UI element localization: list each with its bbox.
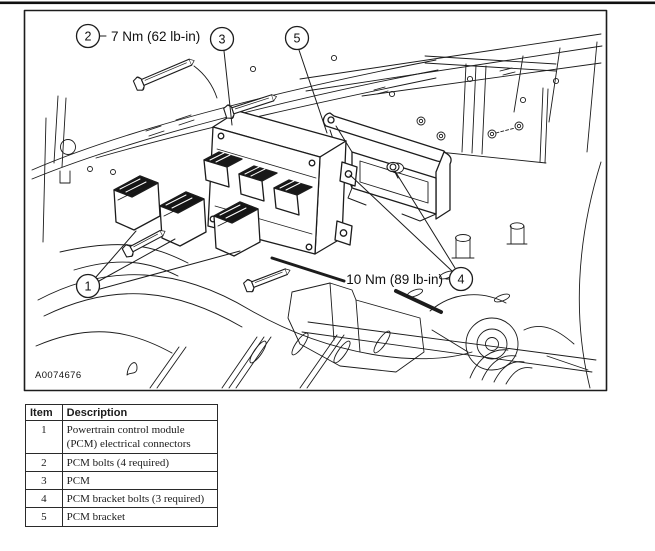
item-number: 2	[26, 453, 63, 471]
callout-2	[77, 25, 100, 48]
table-row	[26, 490, 218, 508]
table-header-row	[26, 405, 218, 421]
column-header-item: Item	[26, 405, 63, 421]
figure-id-label: A0074676	[35, 370, 82, 381]
torque-label-bracket-bolts: 10 Nm (89 lb-in)	[346, 272, 443, 287]
torque-label-pcm-bolts: 7 Nm (62 lb-in)	[111, 29, 201, 44]
item-description: PCM bracket	[62, 508, 217, 526]
callout-1	[77, 275, 100, 298]
table-row	[26, 508, 218, 526]
item-description: PCM bolts (4 required)	[62, 453, 217, 471]
callout-5	[286, 27, 309, 50]
callout-2-number: 2	[84, 29, 92, 44]
item-number: 5	[26, 508, 63, 526]
callout-4	[450, 268, 473, 291]
table-row	[26, 421, 218, 454]
item-description: PCM	[62, 471, 217, 489]
callout-3	[211, 28, 234, 51]
callout-5-number: 5	[293, 31, 301, 46]
item-description: Powertrain control module (PCM) electrical connectors	[62, 421, 217, 454]
top-rule	[0, 2, 655, 5]
table-row	[26, 471, 218, 489]
item-number: 1	[26, 421, 63, 454]
callout-4-number: 4	[457, 272, 465, 287]
item-number: 4	[26, 490, 63, 508]
table-row	[26, 453, 218, 471]
callout-1-number: 1	[84, 279, 92, 294]
item-number: 3	[26, 471, 63, 489]
item-description: PCM bracket bolts (3 required)	[62, 490, 217, 508]
parts-legend-table	[25, 404, 218, 527]
column-header-description: Description	[62, 405, 217, 421]
callout-3-number: 3	[218, 32, 226, 47]
